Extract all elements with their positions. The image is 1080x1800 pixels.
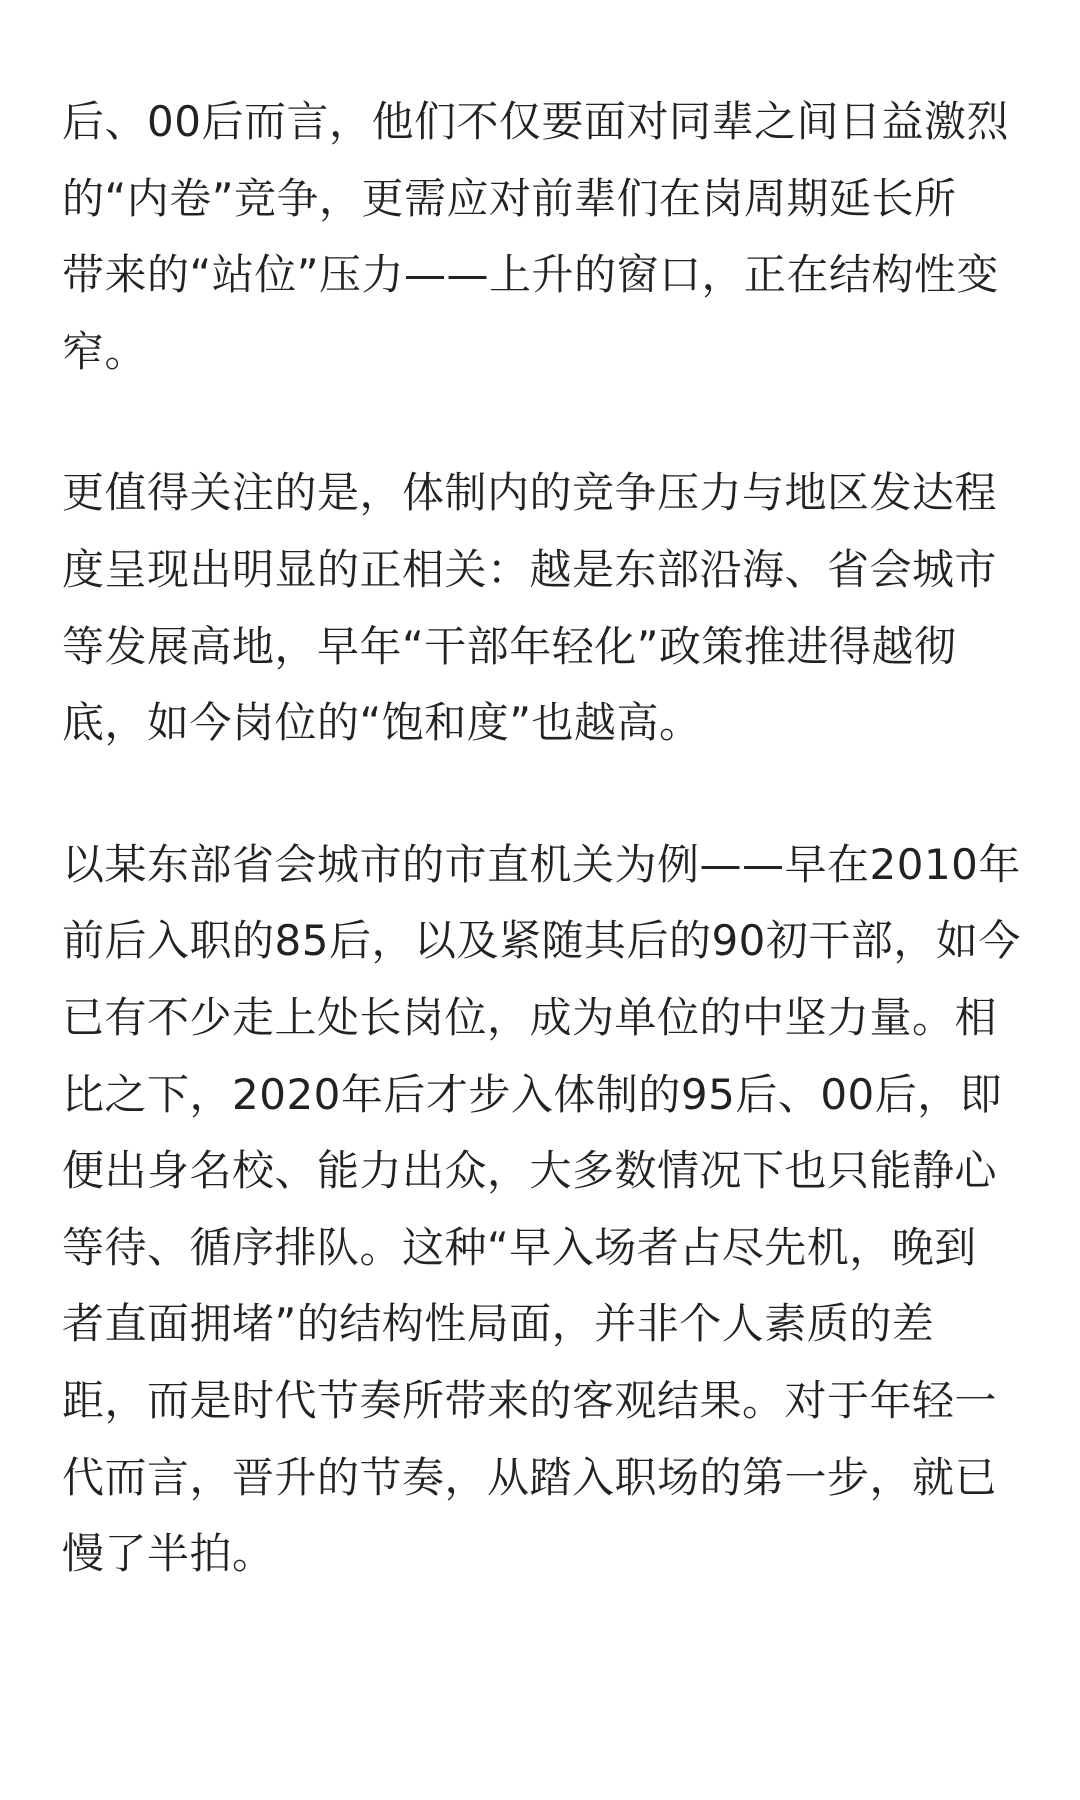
text-line: 底，如今岗位的“饱和度”也越高。 — [62, 698, 702, 748]
text-line: 等待、循序排队。这种“早入场者占尽先机，晚到 — [62, 1222, 977, 1272]
text-line: 等发展高地，早年“干部年轻化”政策推进得越彻 — [62, 621, 957, 671]
text-line: 窄。 — [62, 326, 148, 376]
paragraph-1 — [62, 84, 1022, 390]
text-line: 前后入职的85后，以及紧随其后的90初干部，如今 — [62, 916, 1021, 966]
text-line: 者直面拥堵”的结构性局面，并非个人素质的差 — [62, 1299, 935, 1349]
text-line: 慢了半拍。 — [62, 1529, 275, 1579]
text-line: 的“内卷”竞争，更需应对前辈们在岗周期延长所 — [62, 173, 957, 223]
paragraph-2 — [62, 455, 1022, 761]
text-line: 以某东部省会城市的市直机关为例——早在2010年 — [62, 839, 1021, 889]
text-line: 度呈现出明显的正相关：越是东部沿海、省会城市 — [62, 544, 998, 594]
text-line: 后、00后而言，他们不仅要面对同辈之间日益激烈 — [62, 97, 1009, 146]
text-line: 更值得关注的是，体制内的竞争压力与地区发达程 — [62, 468, 998, 518]
text-line: 已有不少走上处长岗位，成为单位的中坚力量。相 — [62, 992, 998, 1042]
text-line: 便出身名校、能力出众，大多数情况下也只能静心 — [62, 1146, 998, 1196]
text-line: 比之下，2020年后才步入体制的95后、00后，即 — [62, 1069, 1003, 1119]
text-line: 距，而是时代节奏所带来的客观结果。对于年轻一 — [62, 1375, 998, 1425]
paragraph-3 — [62, 827, 1022, 1593]
article-body — [62, 84, 1022, 1658]
text-line: 代而言，晋升的节奏，从踏入职场的第一步，就已 — [62, 1452, 998, 1502]
text-line: 带来的“站位”压力——上升的窗口，正在结构性变 — [62, 250, 1000, 300]
